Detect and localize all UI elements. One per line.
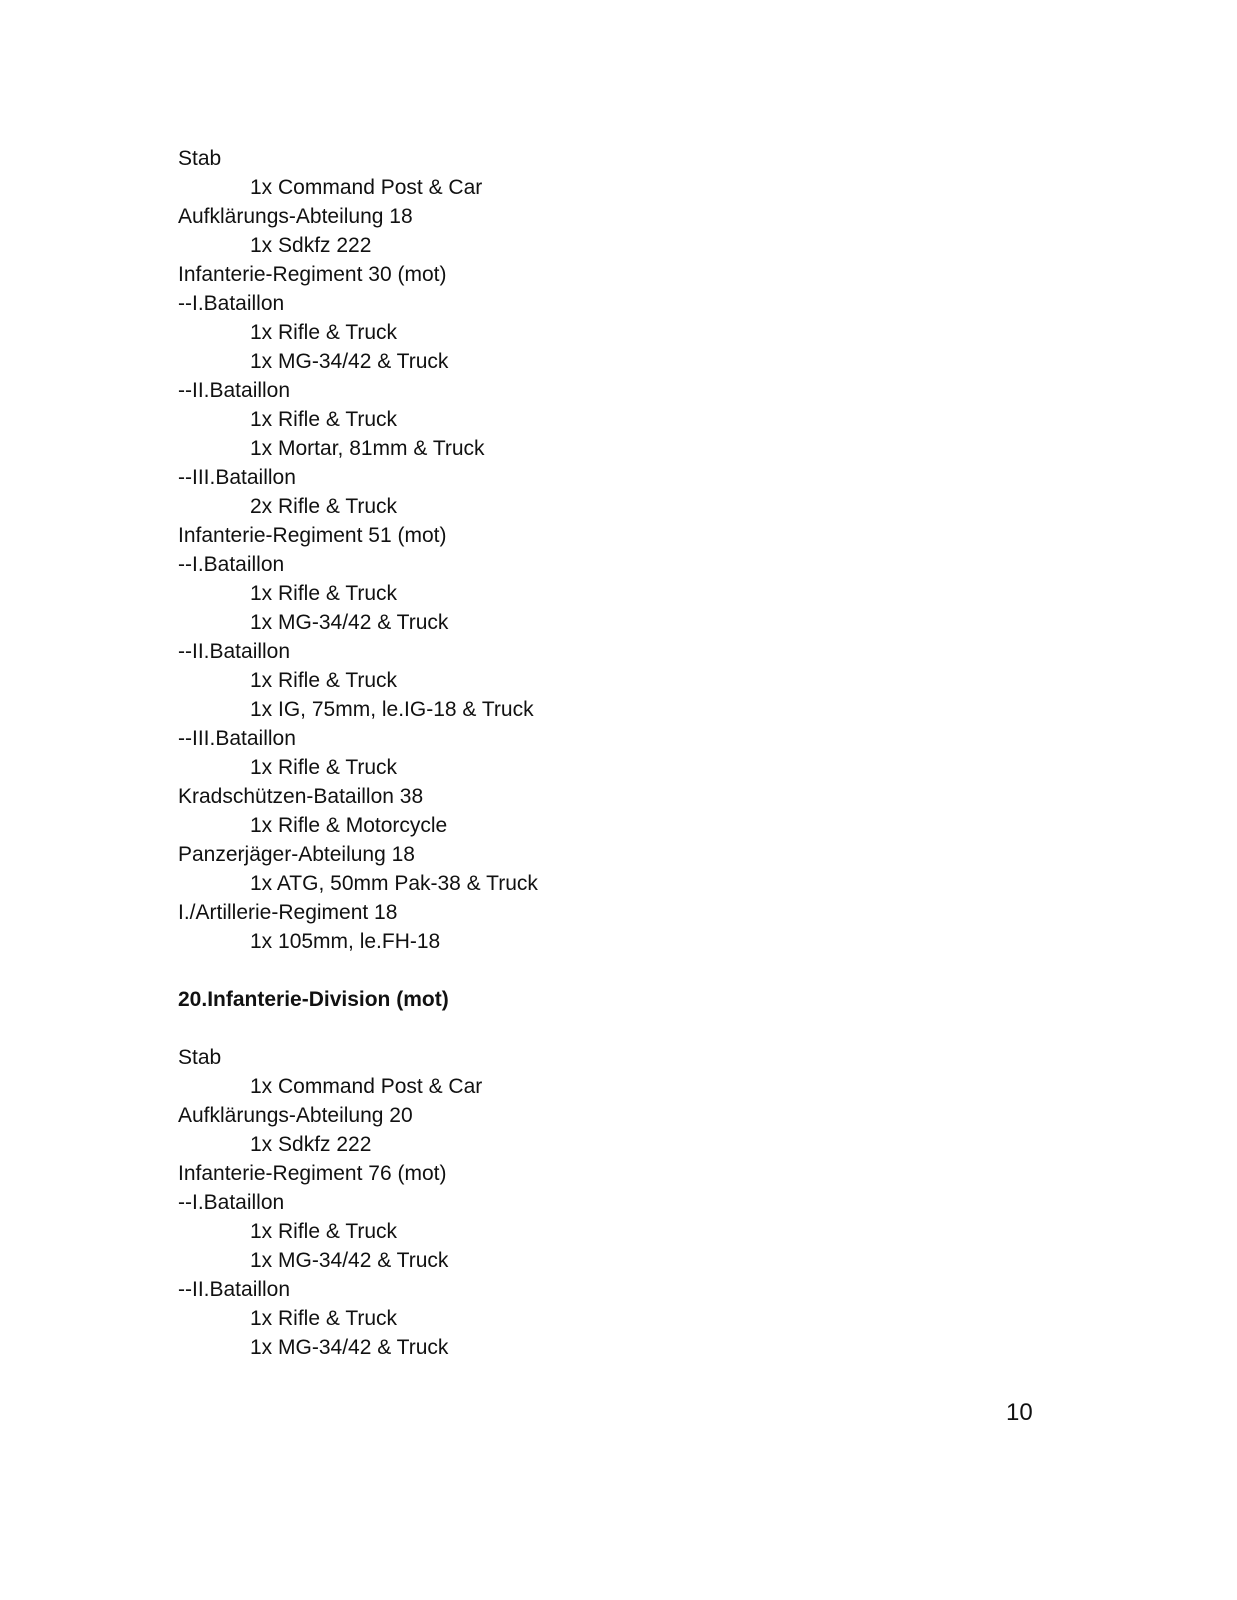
equipment-line: 1x Mortar, 81mm & Truck — [250, 437, 485, 460]
unit-line: --I.Bataillon — [178, 553, 285, 576]
equipment-line: 1x Rifle & Truck — [250, 669, 398, 692]
equipment-line: 1x Sdkfz 222 — [250, 234, 372, 257]
equipment-line: 1x MG-34/42 & Truck — [250, 611, 449, 634]
unit-line: Infanterie-Regiment 30 (mot) — [178, 263, 447, 286]
unit-line: Aufklärungs-Abteilung 20 — [178, 1104, 413, 1127]
equipment-line: 1x MG-34/42 & Truck — [250, 350, 449, 373]
equipment-line: 1x Rifle & Truck — [250, 321, 398, 344]
equipment-line: 1x 105mm, le.FH-18 — [250, 930, 441, 953]
unit-line: --I.Bataillon — [178, 292, 285, 315]
unit-line: I./Artillerie-Regiment 18 — [178, 901, 398, 924]
unit-line: Infanterie-Regiment 76 (mot) — [178, 1162, 447, 1185]
unit-line: Aufklärungs-Abteilung 18 — [178, 205, 413, 228]
equipment-line: 1x Sdkfz 222 — [250, 1133, 372, 1156]
page-number: 10 — [1006, 1399, 1033, 1426]
unit-line: --II.Bataillon — [178, 1278, 291, 1301]
unit-line: --III.Bataillon — [178, 466, 296, 489]
unit-line: Kradschützen-Bataillon 38 — [178, 785, 424, 808]
unit-line: --I.Bataillon — [178, 1191, 285, 1214]
equipment-line: 2x Rifle & Truck — [250, 495, 398, 518]
unit-line: --II.Bataillon — [178, 640, 291, 663]
unit-line: Panzerjäger-Abteilung 18 — [178, 843, 415, 866]
equipment-line: 1x IG, 75mm, le.IG-18 & Truck — [250, 698, 534, 721]
equipment-line: 1x Rifle & Truck — [250, 582, 398, 605]
equipment-line: 1x Command Post & Car — [250, 1075, 483, 1098]
equipment-line: 1x Rifle & Truck — [250, 1307, 398, 1330]
section-heading: 20.Infanterie-Division (mot) — [178, 988, 449, 1011]
equipment-line: 1x ATG, 50mm Pak-38 & Truck — [250, 872, 538, 895]
equipment-line: 1x Rifle & Truck — [250, 1220, 398, 1243]
unit-line: --III.Bataillon — [178, 727, 296, 750]
unit-line: --II.Bataillon — [178, 379, 291, 402]
unit-line: Infanterie-Regiment 51 (mot) — [178, 524, 447, 547]
equipment-line: 1x Rifle & Truck — [250, 756, 398, 779]
equipment-line: 1x MG-34/42 & Truck — [250, 1336, 449, 1359]
equipment-line: 1x Rifle & Truck — [250, 408, 398, 431]
unit-line: Stab — [178, 1046, 222, 1069]
equipment-line: 1x Rifle & Motorcycle — [250, 814, 448, 837]
equipment-line: 1x MG-34/42 & Truck — [250, 1249, 449, 1272]
equipment-line: 1x Command Post & Car — [250, 176, 483, 199]
unit-line: Stab — [178, 147, 222, 170]
